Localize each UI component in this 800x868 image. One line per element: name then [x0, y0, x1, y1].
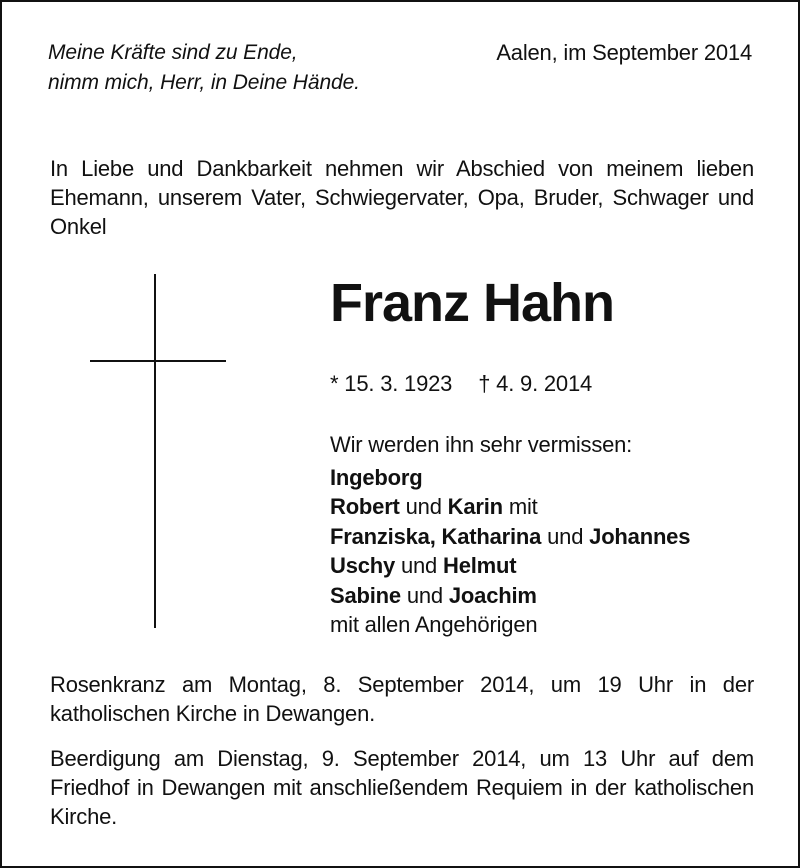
cross-crossbar [90, 360, 226, 362]
mourner-name: Uschy [330, 553, 396, 578]
mourner-name: Katharina [441, 523, 542, 549]
connector: und [400, 553, 438, 578]
mourner-name: Johannes [589, 523, 691, 549]
mourner-name: Helmut [443, 553, 517, 578]
connector: und [406, 582, 443, 608]
mourner-line [330, 581, 690, 611]
mourner-line [330, 551, 690, 581]
birth-date: 15. 3. 1923 [344, 371, 453, 396]
mourner-name: Karin [447, 494, 503, 519]
rosary-notice: Rosenkranz am Montag, 8. September 2014, um 19 Uhr in der katholischen Kirche in Dewangen. [50, 672, 754, 726]
mourner-name: Ingeborg [330, 464, 423, 490]
born-symbol: * [330, 371, 339, 396]
deceased-name: Franz Hahn [330, 273, 615, 333]
mourner-name: Robert [330, 494, 400, 519]
place-date: Aalen, im September 2014 [496, 40, 752, 65]
dagger-icon: † [478, 371, 491, 396]
mourner-name: Sabine [330, 582, 401, 608]
mourners-closing: mit allen Angehörigen [330, 612, 538, 637]
quote-line-2: nimm mich, Herr, in Deine Hände. [48, 71, 360, 94]
mourner-line [330, 522, 690, 552]
funeral-notice: Beerdigung am Dienstag, 9. September 2014, um 13 Uhr auf dem Friedhof in Dewangen mit anschließendem Requiem in der katholischen Kirche. [50, 746, 754, 829]
mourner-line [330, 492, 690, 522]
cross-icon [154, 274, 156, 628]
mourner-name: Joachim [448, 582, 537, 608]
mourner-name: Franziska, [330, 523, 436, 549]
death-date: 4. 9. 2014 [496, 371, 593, 396]
connector: und [405, 494, 442, 519]
life-dates [330, 369, 592, 399]
quote-line-1: Meine Kräfte sind zu Ende, [48, 41, 298, 64]
memorial-quote [48, 38, 360, 98]
mourners-list [330, 430, 690, 640]
intro-text: In Liebe und Dankbarkeit nehmen wir Abschied von meinem lieben Ehemann, unserem Vater, Schwiegervater, Opa, Bruder, Schwager und Onkel [50, 156, 754, 239]
connector: und [547, 523, 584, 549]
connector: mit [508, 494, 538, 519]
mourner-line [330, 463, 690, 493]
mourners-lead: Wir werden ihn sehr vermissen: [330, 432, 633, 457]
